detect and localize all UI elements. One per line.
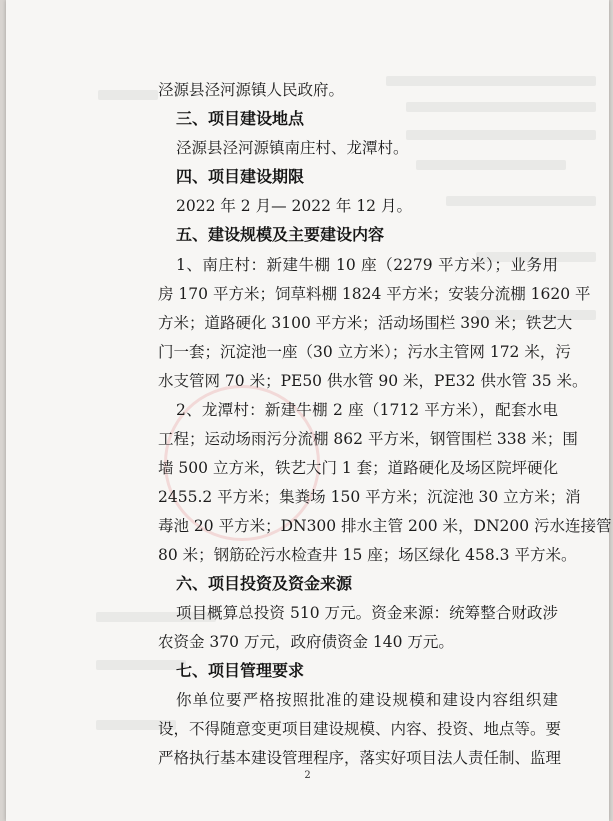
text-line: 80 米；钢筋砼污水检查井 15 座；场区绿化 458.3 平方米。 xyxy=(158,546,577,564)
text-line: 2022 年 2 月— 2022 年 12 月。 xyxy=(176,197,412,215)
section-heading-7: 七、项目管理要求 xyxy=(176,661,305,680)
text-line: 农资金 370 万元，政府债资金 140 万元。 xyxy=(158,633,454,651)
text-line: 毒池 20 平方米；DN300 排水主管 200 米，DN200 污水连接管 xyxy=(158,517,612,535)
text-line: 泾源县泾河源镇南庄村、龙潭村。 xyxy=(176,139,409,157)
section-heading-5: 五、建设规模及主要建设内容 xyxy=(176,225,385,244)
text-line: 工程；运动场雨污分流棚 862 平方米，钢管围栏 338 米；围 xyxy=(158,430,578,448)
text-line: 1、南庄村：新建牛棚 10 座（2279 平方米）；业务用 xyxy=(176,256,558,274)
text-line: 项目概算总投资 510 万元。资金来源：统筹整合财政涉 xyxy=(176,604,558,622)
text-line: 泾源县泾河源镇人民政府。 xyxy=(158,81,345,99)
text-line: 门一套；沉淀池一座（30 立方米）；污水主管网 172 米，污 xyxy=(158,343,571,361)
text-line: 你单位要严格按照批准的建设规模和建设内容组织建 xyxy=(176,691,558,709)
document-page xyxy=(6,0,612,821)
text-line: 设，不得随意变更项目建设规模、内容、投资、地点等。要 xyxy=(158,720,562,738)
section-heading-3: 三、项目建设地点 xyxy=(176,109,305,128)
text-line: 水支管网 70 米；PE50 供水管 90 米，PE32 供水管 35 米。 xyxy=(158,372,588,390)
section-heading-4: 四、项目建设期限 xyxy=(176,167,305,186)
text-line: 墙 500 立方米，铁艺大门 1 套；道路硬化及场区院坪硬化 xyxy=(158,459,559,477)
text-line: 2455.2 平方米；集粪场 150 平方米；沉淀池 30 立方米；消 xyxy=(158,488,581,506)
section-heading-6: 六、项目投资及资金来源 xyxy=(176,574,353,593)
text-line: 严格执行基本建设管理程序，落实好项目法人责任制、监理 xyxy=(158,749,562,767)
text-line: 2、龙潭村：新建牛棚 2 座（1712 平方米），配套水电 xyxy=(176,401,558,419)
text-line: 方米；道路硬化 3100 平方米；活动场围栏 390 米；铁艺大 xyxy=(158,314,573,332)
text-line: 房 170 平方米；饲草料棚 1824 平方米；安装分流棚 1620 平 xyxy=(158,285,591,303)
page-number: 2 xyxy=(304,770,311,781)
